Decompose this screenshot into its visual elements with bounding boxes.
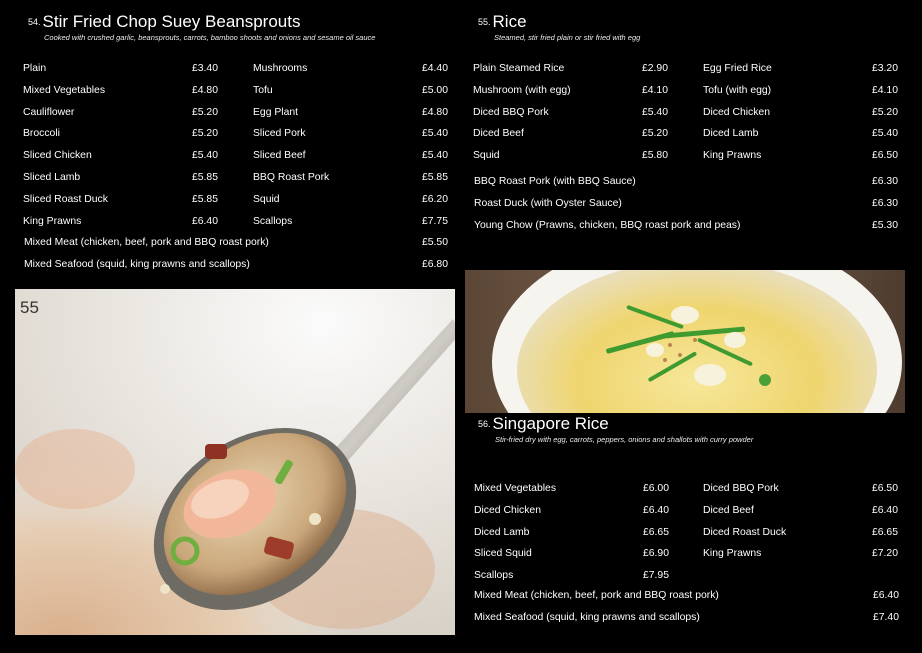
menu-item-row bbox=[703, 107, 898, 121]
menu-item-name: King Prawns bbox=[703, 548, 762, 560]
menu-item-row bbox=[253, 194, 448, 208]
menu-item-row bbox=[474, 198, 898, 212]
menu-item-name: King Prawns bbox=[23, 215, 82, 227]
menu-item-price: £3.40 bbox=[191, 63, 218, 74]
menu-item-price: £5.85 bbox=[191, 193, 218, 205]
menu-item-price: £2.90 bbox=[641, 63, 668, 74]
menu-item-price: £6.00 bbox=[642, 483, 669, 494]
menu-item-name: Diced Lamb bbox=[703, 128, 759, 140]
menu-item-row bbox=[473, 85, 668, 99]
menu-item-name: Sliced Chicken bbox=[23, 150, 92, 162]
menu-item-row bbox=[474, 505, 669, 519]
menu-item-row bbox=[253, 85, 448, 99]
menu-item-name: Tofu bbox=[253, 84, 273, 96]
menu-item-price: £5.80 bbox=[641, 150, 668, 162]
menu-item-name: BBQ Roast Pork (with BBQ Sauce) bbox=[474, 176, 636, 187]
menu-item-name: Diced Chicken bbox=[703, 106, 770, 118]
menu-item-name: Egg Plant bbox=[253, 106, 299, 118]
menu-item-price: £6.30 bbox=[871, 197, 898, 209]
menu-item-row bbox=[703, 527, 898, 541]
menu-item-price: £5.20 bbox=[641, 128, 668, 140]
menu-item-row bbox=[253, 128, 448, 142]
menu-item-price: £5.40 bbox=[641, 106, 668, 118]
menu-item-name: Sliced Lamb bbox=[23, 172, 81, 183]
menu-item-row bbox=[474, 176, 898, 190]
menu-item-row bbox=[474, 220, 898, 234]
menu-item-name: Sliced Squid bbox=[474, 548, 532, 560]
section-54-title: Stir Fried Chop Suey Beansprouts bbox=[42, 12, 301, 31]
menu-item-price: £5.85 bbox=[191, 172, 218, 183]
section-56-header bbox=[478, 414, 753, 444]
menu-item-price: £4.80 bbox=[191, 84, 218, 96]
menu-item-row bbox=[474, 527, 669, 541]
menu-item-row bbox=[23, 107, 218, 121]
menu-item-row bbox=[703, 548, 898, 562]
menu-item-row bbox=[703, 483, 898, 497]
menu-item-name: Diced BBQ Pork bbox=[703, 483, 779, 494]
menu-item-row bbox=[253, 63, 448, 77]
menu-item-price: £7.75 bbox=[421, 215, 448, 227]
menu-item-price: £5.20 bbox=[191, 128, 218, 140]
section-54-number: 54. bbox=[28, 17, 41, 27]
menu-item-row bbox=[473, 150, 668, 164]
menu-item-price: £6.65 bbox=[642, 526, 669, 538]
section-56-description: Stir-fried dry with egg, carrots, peppers, onions and shallots with curry powder bbox=[495, 435, 754, 444]
menu-item-price: £6.50 bbox=[871, 483, 898, 494]
menu-item-price: £5.40 bbox=[421, 128, 448, 140]
menu-item-name: Squid bbox=[253, 193, 280, 205]
menu-item-price: £6.40 bbox=[191, 215, 218, 227]
menu-item-price: £6.40 bbox=[872, 590, 899, 601]
menu-item-name: Mixed Seafood (squid, king prawns and scallops) bbox=[474, 611, 700, 623]
menu-item-name: Egg Fried Rice bbox=[703, 63, 772, 74]
menu-item-name: Mixed Vegetables bbox=[23, 84, 106, 96]
menu-item-name: Mixed Vegetables bbox=[474, 483, 557, 494]
menu-item-name: Diced BBQ Pork bbox=[473, 106, 549, 118]
menu-item-row bbox=[474, 483, 669, 497]
section-56-title: Singapore Rice bbox=[492, 414, 609, 433]
menu-item-name: Young Chow (Prawns, chicken, BBQ roast pork and peas) bbox=[474, 219, 741, 231]
menu-item-name: Tofu (with egg) bbox=[703, 84, 772, 96]
section-56-number: 56. bbox=[478, 419, 491, 429]
menu-item-price: £3.20 bbox=[871, 63, 898, 74]
menu-item-row bbox=[473, 107, 668, 121]
menu-item-row bbox=[253, 150, 448, 164]
menu-item-price: £7.40 bbox=[872, 611, 899, 623]
section-55-title: Rice bbox=[492, 12, 527, 31]
menu-item-price: £7.95 bbox=[642, 570, 669, 582]
photo-left-label: 55 bbox=[20, 298, 39, 317]
menu-item-row bbox=[474, 570, 669, 584]
menu-item-name: Diced Lamb bbox=[474, 526, 530, 538]
section-55-menu bbox=[473, 63, 899, 238]
menu-item-price: £6.30 bbox=[871, 176, 898, 187]
menu-item-price: £5.85 bbox=[421, 172, 448, 183]
menu-item-name: BBQ Roast Pork bbox=[253, 172, 330, 183]
menu-item-name: Scallops bbox=[253, 215, 293, 227]
menu-item-price: £5.40 bbox=[421, 150, 448, 162]
menu-item-price: £4.40 bbox=[421, 63, 448, 74]
menu-item-price: £6.90 bbox=[642, 548, 669, 560]
menu-item-row bbox=[474, 612, 899, 626]
menu-item-price: £6.65 bbox=[871, 526, 898, 538]
section-56-menu bbox=[474, 483, 900, 628]
section-55-number: 55. bbox=[478, 17, 491, 27]
section-54-menu bbox=[23, 63, 449, 278]
menu-item-row bbox=[703, 150, 898, 164]
menu-item-name: Mushroom (with egg) bbox=[473, 84, 571, 96]
menu-item-name: Plain bbox=[23, 63, 47, 74]
menu-item-price: £7.20 bbox=[871, 548, 898, 560]
menu-item-name: Plain Steamed Rice bbox=[473, 63, 565, 74]
menu-item-row bbox=[703, 128, 898, 142]
menu-item-price: £6.50 bbox=[871, 150, 898, 162]
section-54-header bbox=[28, 12, 375, 42]
egg-fried-rice-bowl-photo bbox=[465, 270, 905, 413]
menu-item-row bbox=[474, 590, 899, 604]
menu-item-row bbox=[253, 216, 448, 230]
menu-item-name: Sliced Roast Duck bbox=[23, 193, 108, 205]
menu-item-name: Cauliflower bbox=[23, 106, 75, 118]
menu-item-price: £4.80 bbox=[421, 106, 448, 118]
menu-item-row bbox=[23, 85, 218, 99]
fried-rice-spoon-image bbox=[15, 289, 455, 635]
menu-item-name: Diced Chicken bbox=[474, 504, 541, 516]
menu-item-name: Sliced Pork bbox=[253, 128, 306, 140]
menu-item-row bbox=[703, 63, 898, 77]
menu-item-name: Mixed Seafood (squid, king prawns and scallops) bbox=[24, 258, 250, 270]
menu-item-name: Diced Beef bbox=[703, 504, 754, 516]
menu-item-row bbox=[703, 505, 898, 519]
egg-fried-rice-bowl-image bbox=[465, 270, 905, 413]
menu-item-name: King Prawns bbox=[703, 150, 762, 162]
menu-item-price: £5.40 bbox=[871, 128, 898, 140]
menu-item-price: £5.20 bbox=[191, 106, 218, 118]
menu-item-name: Diced Beef bbox=[473, 128, 524, 140]
menu-item-name: Broccoli bbox=[23, 128, 60, 140]
menu-item-price: £6.20 bbox=[421, 193, 448, 205]
menu-item-row bbox=[24, 237, 448, 251]
menu-item-price: £4.10 bbox=[871, 84, 898, 96]
menu-item-price: £6.80 bbox=[421, 258, 448, 270]
menu-item-row bbox=[253, 172, 448, 186]
menu-item-price: £6.40 bbox=[642, 504, 669, 516]
menu-item-row bbox=[253, 107, 448, 121]
menu-item-row bbox=[23, 63, 218, 77]
section-54-description: Cooked with crushed garlic, beansprouts, carrots, bamboo shoots and onions and sesame oil sauce bbox=[44, 33, 376, 42]
fried-rice-spoon-photo bbox=[15, 289, 455, 635]
menu-item-price: £5.50 bbox=[421, 237, 448, 248]
menu-item-name: Roast Duck (with Oyster Sauce) bbox=[474, 197, 622, 209]
menu-item-price: £5.00 bbox=[421, 84, 448, 96]
photo-right-label: 55 bbox=[470, 272, 489, 291]
menu-item-name: Diced Roast Duck bbox=[703, 526, 787, 538]
menu-item-row bbox=[23, 194, 218, 208]
menu-item-price: £4.10 bbox=[641, 84, 668, 96]
menu-item-price: £5.20 bbox=[871, 106, 898, 118]
menu-item-price: £5.30 bbox=[871, 219, 898, 231]
menu-item-name: Mixed Meat (chicken, beef, pork and BBQ roast pork) bbox=[24, 237, 269, 248]
menu-item-name: Mushrooms bbox=[253, 63, 308, 74]
menu-item-row bbox=[703, 85, 898, 99]
menu-item-row bbox=[23, 172, 218, 186]
menu-item-row bbox=[473, 63, 668, 77]
menu-item-price: £5.40 bbox=[191, 150, 218, 162]
menu-item-row bbox=[474, 548, 669, 562]
section-55-description: Steamed, stir fried plain or stir fried with egg bbox=[494, 33, 641, 42]
menu-item-name: Sliced Beef bbox=[253, 150, 306, 162]
section-55-header bbox=[478, 12, 640, 42]
menu-item-price: £6.40 bbox=[871, 504, 898, 516]
menu-item-name: Scallops bbox=[474, 570, 514, 582]
menu-item-row bbox=[23, 216, 218, 230]
menu-item-row bbox=[23, 150, 218, 164]
menu-item-row bbox=[23, 128, 218, 142]
menu-item-row bbox=[473, 128, 668, 142]
menu-item-name: Mixed Meat (chicken, beef, pork and BBQ roast pork) bbox=[474, 590, 719, 601]
menu-item-name: Squid bbox=[473, 150, 500, 162]
menu-item-row bbox=[24, 259, 448, 273]
